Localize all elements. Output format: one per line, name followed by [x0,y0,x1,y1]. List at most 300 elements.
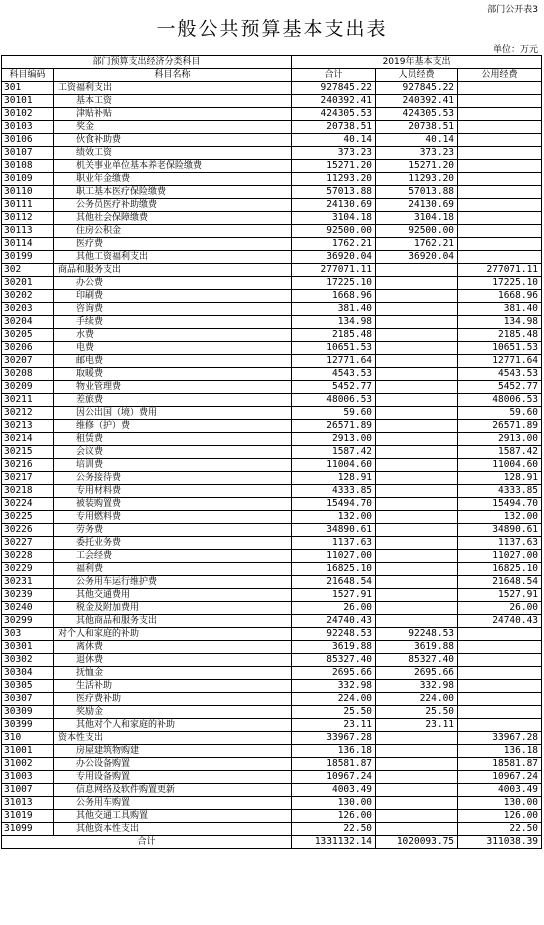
table-row [2,524,542,537]
row-public [458,693,542,706]
row-public: 11004.60 [458,459,542,472]
row-personnel: 240392.41 [376,95,458,108]
table-row [2,784,542,797]
column-header-total: 合计 [292,69,376,82]
table-row [2,719,542,732]
row-total: 21648.54 [292,576,376,589]
row-public: 22.50 [458,823,542,836]
row-public [458,82,542,95]
row-total: 92248.53 [292,628,376,641]
row-personnel [376,316,458,329]
row-personnel [376,498,458,511]
table-row [2,628,542,641]
row-code: 30199 [2,251,54,264]
row-total: 224.00 [292,693,376,706]
row-public: 33967.28 [458,732,542,745]
table-row [2,511,542,524]
row-personnel: 92500.00 [376,225,458,238]
row-personnel [376,771,458,784]
row-code: 30208 [2,368,54,381]
row-name: 抚恤金 [54,667,292,680]
row-code: 30101 [2,95,54,108]
row-personnel [376,420,458,433]
row-name: 租赁费 [54,433,292,446]
row-public [458,147,542,160]
row-code: 30299 [2,615,54,628]
row-name: 福利费 [54,563,292,576]
row-personnel: 57013.88 [376,186,458,199]
row-total: 332.98 [292,680,376,693]
row-total: 2695.66 [292,667,376,680]
row-total: 1762.21 [292,238,376,251]
row-name: 水费 [54,329,292,342]
row-name: 手续费 [54,316,292,329]
row-total: 1527.91 [292,589,376,602]
row-name: 绩效工资 [54,147,292,160]
row-name: 商品和服务支出 [54,264,292,277]
row-public: 10651.53 [458,342,542,355]
row-name: 委托业务费 [54,537,292,550]
row-public: 17225.10 [458,277,542,290]
row-name: 机关事业单位基本养老保险缴费 [54,160,292,173]
row-personnel [376,784,458,797]
row-total: 20738.51 [292,121,376,134]
row-name: 奖金 [54,121,292,134]
table-row [2,225,542,238]
row-public [458,628,542,641]
table-body [2,82,542,836]
row-total: 40.14 [292,134,376,147]
unit-label: 单位：万元 [492,45,538,55]
row-personnel [376,589,458,602]
column-header-name: 科目名称 [54,69,292,82]
row-public: 126.00 [458,810,542,823]
row-public [458,95,542,108]
row-name: 公务员医疗补助缴费 [54,199,292,212]
row-total: 136.18 [292,745,376,758]
row-public: 11027.00 [458,550,542,563]
row-public: 2913.00 [458,433,542,446]
row-name: 医疗费 [54,238,292,251]
row-name: 培训费 [54,459,292,472]
row-personnel [376,290,458,303]
row-name: 公务用车购置 [54,797,292,810]
row-personnel [376,472,458,485]
row-public [458,121,542,134]
row-public: 134.98 [458,316,542,329]
row-public: 34890.61 [458,524,542,537]
row-total: 10651.53 [292,342,376,355]
row-code: 30111 [2,199,54,212]
row-name: 房屋建筑物购建 [54,745,292,758]
row-total: 24740.43 [292,615,376,628]
row-total: 59.60 [292,407,376,420]
row-code: 302 [2,264,54,277]
row-public: 12771.64 [458,355,542,368]
table-row [2,602,542,615]
row-personnel [376,745,458,758]
row-name: 专用燃料费 [54,511,292,524]
row-code: 30203 [2,303,54,316]
table-row [2,290,542,303]
row-name: 印刷费 [54,290,292,303]
row-total: 34890.61 [292,524,376,537]
row-personnel [376,303,458,316]
table-row [2,498,542,511]
header-column-row [2,69,542,82]
row-name: 医疗费补助 [54,693,292,706]
row-personnel: 85327.40 [376,654,458,667]
row-code: 30112 [2,212,54,225]
row-total: 22.50 [292,823,376,836]
row-total: 3104.18 [292,212,376,225]
row-total: 927845.22 [292,82,376,95]
row-public [458,238,542,251]
row-total: 4003.49 [292,784,376,797]
row-code: 30214 [2,433,54,446]
table-row [2,758,542,771]
table-row [2,277,542,290]
row-code: 310 [2,732,54,745]
table-row [2,745,542,758]
row-personnel [376,342,458,355]
row-name: 因公出国（境）费用 [54,407,292,420]
table-row [2,550,542,563]
row-personnel: 2695.66 [376,667,458,680]
row-code: 31099 [2,823,54,836]
row-personnel [376,433,458,446]
row-total: 16825.10 [292,563,376,576]
row-total: 25.50 [292,706,376,719]
row-code: 30217 [2,472,54,485]
row-code: 31003 [2,771,54,784]
table-row [2,160,542,173]
row-public [458,108,542,121]
row-personnel: 25.50 [376,706,458,719]
row-code: 30103 [2,121,54,134]
row-name: 退休费 [54,654,292,667]
total-sum: 1331132.14 [292,836,376,849]
row-personnel [376,524,458,537]
row-personnel [376,407,458,420]
row-personnel: 332.98 [376,680,458,693]
table-row [2,368,542,381]
row-code: 30215 [2,446,54,459]
row-code: 30225 [2,511,54,524]
row-code: 30114 [2,238,54,251]
row-total: 18581.87 [292,758,376,771]
row-name: 专用材料费 [54,485,292,498]
row-code: 30304 [2,667,54,680]
row-public [458,680,542,693]
row-personnel [376,797,458,810]
row-name: 邮电费 [54,355,292,368]
row-public: 21648.54 [458,576,542,589]
row-name: 职工基本医疗保险缴费 [54,186,292,199]
table-row [2,732,542,745]
row-public: 4003.49 [458,784,542,797]
table-row [2,823,542,836]
row-personnel [376,446,458,459]
table-row [2,212,542,225]
row-personnel [376,368,458,381]
table-row [2,641,542,654]
row-total: 5452.77 [292,381,376,394]
row-code: 30204 [2,316,54,329]
row-public: 26571.89 [458,420,542,433]
row-public [458,186,542,199]
table-row [2,381,542,394]
row-name: 办公费 [54,277,292,290]
row-public: 5452.77 [458,381,542,394]
row-public: 4333.85 [458,485,542,498]
row-name: 资本性支出 [54,732,292,745]
row-personnel [376,563,458,576]
row-public [458,134,542,147]
row-code: 30305 [2,680,54,693]
column-header-code: 科目编码 [2,69,54,82]
table-row [2,329,542,342]
table-row [2,706,542,719]
row-public [458,160,542,173]
row-total: 36920.04 [292,251,376,264]
table-row [2,147,542,160]
row-total: 3619.88 [292,641,376,654]
row-public: 18581.87 [458,758,542,771]
row-code: 30205 [2,329,54,342]
row-name: 奖励金 [54,706,292,719]
row-total: 33967.28 [292,732,376,745]
row-public: 4543.53 [458,368,542,381]
row-total: 11293.20 [292,173,376,186]
row-code: 30218 [2,485,54,498]
row-public [458,173,542,186]
row-code: 30209 [2,381,54,394]
row-name: 电费 [54,342,292,355]
row-public [458,654,542,667]
row-personnel [376,329,458,342]
row-code: 30239 [2,589,54,602]
row-name: 公务接待费 [54,472,292,485]
row-public: 130.00 [458,797,542,810]
row-personnel: 24130.69 [376,199,458,212]
row-code: 30226 [2,524,54,537]
row-personnel [376,550,458,563]
table-row [2,199,542,212]
row-code: 30301 [2,641,54,654]
row-name: 会议费 [54,446,292,459]
row-public: 277071.11 [458,264,542,277]
row-total: 128.91 [292,472,376,485]
row-personnel [376,576,458,589]
row-total: 373.23 [292,147,376,160]
row-code: 31013 [2,797,54,810]
row-public: 1527.91 [458,589,542,602]
row-name: 基本工资 [54,95,292,108]
table-row [2,108,542,121]
row-total: 85327.40 [292,654,376,667]
row-code: 30399 [2,719,54,732]
table-row [2,134,542,147]
total-personnel: 1020093.75 [376,836,458,849]
row-code: 30207 [2,355,54,368]
row-name: 工会经费 [54,550,292,563]
table-row [2,173,542,186]
row-public: 1137.63 [458,537,542,550]
row-total: 15494.70 [292,498,376,511]
row-public [458,719,542,732]
row-code: 30106 [2,134,54,147]
row-code: 30213 [2,420,54,433]
table-row [2,251,542,264]
table-row [2,667,542,680]
budget-table [1,55,542,849]
row-name: 取暖费 [54,368,292,381]
total-public: 311038.39 [458,836,542,849]
row-personnel: 23.11 [376,719,458,732]
row-total: 130.00 [292,797,376,810]
row-name: 差旅费 [54,394,292,407]
row-name: 其他工资福利支出 [54,251,292,264]
row-public [458,225,542,238]
total-row [2,836,542,849]
row-public: 1587.42 [458,446,542,459]
row-code: 30102 [2,108,54,121]
row-public: 2185.48 [458,329,542,342]
table-row [2,654,542,667]
row-code: 30224 [2,498,54,511]
row-total: 24130.69 [292,199,376,212]
row-personnel: 424305.53 [376,108,458,121]
row-total: 15271.20 [292,160,376,173]
row-name: 工资福利支出 [54,82,292,95]
row-name: 住房公积金 [54,225,292,238]
row-total: 48006.53 [292,394,376,407]
row-total: 12771.64 [292,355,376,368]
row-personnel [376,277,458,290]
header-group-right: 2019年基本支出 [292,56,542,69]
row-total: 277071.11 [292,264,376,277]
row-personnel [376,459,458,472]
row-code: 30201 [2,277,54,290]
row-name: 专用设备购置 [54,771,292,784]
row-total: 126.00 [292,810,376,823]
table-row [2,810,542,823]
table-row [2,771,542,784]
table-row [2,563,542,576]
row-total: 23.11 [292,719,376,732]
row-total: 381.40 [292,303,376,316]
row-code: 30229 [2,563,54,576]
row-name: 物业管理费 [54,381,292,394]
column-header-public: 公用经费 [458,69,542,82]
row-code: 30231 [2,576,54,589]
row-public [458,667,542,680]
table-row [2,394,542,407]
row-personnel [376,823,458,836]
row-public: 132.00 [458,511,542,524]
form-number: 部门公开表3 [487,5,538,15]
row-personnel: 20738.51 [376,121,458,134]
table-row [2,407,542,420]
table-row [2,693,542,706]
row-code: 30309 [2,706,54,719]
row-name: 信息网络及软件购置更新 [54,784,292,797]
row-personnel [376,537,458,550]
row-personnel [376,485,458,498]
table-row [2,82,542,95]
header-group-left: 部门预算支出经济分类科目 [2,56,292,69]
row-public: 1668.96 [458,290,542,303]
row-name: 被装购置费 [54,498,292,511]
table-row [2,485,542,498]
table-row [2,472,542,485]
row-personnel: 3619.88 [376,641,458,654]
row-personnel: 224.00 [376,693,458,706]
row-public [458,212,542,225]
row-name: 其他交通费用 [54,589,292,602]
row-name: 对个人和家庭的补助 [54,628,292,641]
row-code: 30240 [2,602,54,615]
row-personnel: 3104.18 [376,212,458,225]
row-public: 128.91 [458,472,542,485]
row-code: 30216 [2,459,54,472]
table-row [2,316,542,329]
column-header-personnel: 人员经费 [376,69,458,82]
row-personnel: 40.14 [376,134,458,147]
row-name: 税金及附加费用 [54,602,292,615]
row-total: 26.00 [292,602,376,615]
row-code: 303 [2,628,54,641]
table-row [2,459,542,472]
row-total: 2185.48 [292,329,376,342]
row-personnel: 92248.53 [376,628,458,641]
table-row [2,95,542,108]
row-name: 生活补助 [54,680,292,693]
row-personnel [376,810,458,823]
row-code: 30107 [2,147,54,160]
row-name: 公务用车运行维护费 [54,576,292,589]
row-total: 10967.24 [292,771,376,784]
row-total: 424305.53 [292,108,376,121]
row-code: 30227 [2,537,54,550]
table-row [2,238,542,251]
row-total: 11004.60 [292,459,376,472]
row-public [458,199,542,212]
row-total: 132.00 [292,511,376,524]
row-name: 职业年金缴费 [54,173,292,186]
row-code: 30202 [2,290,54,303]
row-name: 离休费 [54,641,292,654]
row-total: 2913.00 [292,433,376,446]
row-total: 240392.41 [292,95,376,108]
row-personnel [376,732,458,745]
row-code: 30108 [2,160,54,173]
row-code: 30206 [2,342,54,355]
row-personnel: 927845.22 [376,82,458,95]
row-personnel [376,264,458,277]
row-code: 30109 [2,173,54,186]
row-name: 劳务费 [54,524,292,537]
row-personnel: 36920.04 [376,251,458,264]
row-total: 1668.96 [292,290,376,303]
row-code: 31019 [2,810,54,823]
row-public [458,251,542,264]
row-personnel [376,381,458,394]
row-code: 31002 [2,758,54,771]
row-personnel: 1762.21 [376,238,458,251]
row-name: 维修（护）费 [54,420,292,433]
